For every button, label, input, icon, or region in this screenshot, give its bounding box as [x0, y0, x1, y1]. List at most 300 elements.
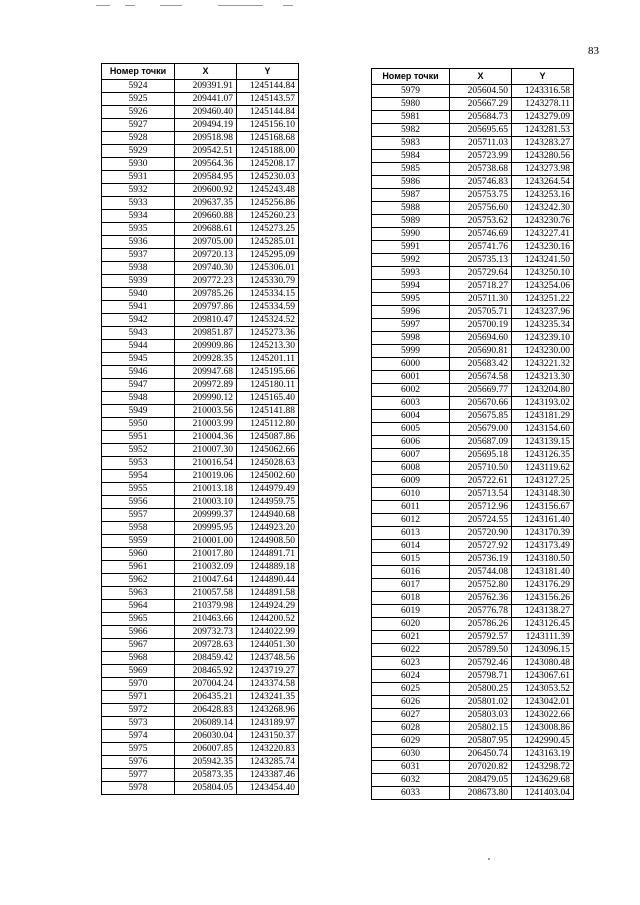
point-number-cell: 5988 — [372, 202, 450, 215]
y-coordinate-cell: 1244924.29 — [237, 600, 299, 613]
x-coordinate-cell: 205741.76 — [450, 241, 512, 254]
x-coordinate-cell: 210032.09 — [175, 561, 237, 574]
y-coordinate-cell: 1243042.01 — [512, 696, 574, 709]
y-coordinate-cell: 1243254.06 — [512, 280, 574, 293]
table-row — [372, 592, 574, 605]
y-coordinate-cell: 1243251.22 — [512, 293, 574, 306]
table-row — [372, 670, 574, 683]
y-coordinate-cell: 1243241.35 — [237, 691, 299, 704]
table-row — [372, 293, 574, 306]
y-coordinate-cell: 1244891.71 — [237, 548, 299, 561]
x-coordinate-cell: 205756.60 — [450, 202, 512, 215]
x-coordinate-cell: 209772.23 — [175, 275, 237, 288]
point-number-cell: 5937 — [102, 249, 175, 262]
y-coordinate-cell: 1245201.11 — [237, 353, 299, 366]
table-row — [372, 631, 574, 644]
header-x: X — [450, 69, 512, 85]
header-point-number: Номер точки — [372, 69, 450, 85]
point-number-cell: 5980 — [372, 98, 450, 111]
table-row — [372, 150, 574, 163]
x-coordinate-cell: 210057.58 — [175, 587, 237, 600]
scan-artifact — [283, 5, 293, 6]
x-coordinate-cell: 206428.83 — [175, 704, 237, 717]
table-row — [102, 275, 299, 288]
scan-artifact — [218, 5, 263, 6]
point-number-cell: 5956 — [102, 496, 175, 509]
point-number-cell: 6010 — [372, 488, 450, 501]
table-row — [372, 280, 574, 293]
point-number-cell: 6027 — [372, 709, 450, 722]
table-row — [372, 449, 574, 462]
table-row — [372, 371, 574, 384]
point-number-cell: 5940 — [102, 288, 175, 301]
x-coordinate-cell: 205705.71 — [450, 306, 512, 319]
x-coordinate-cell: 205746.69 — [450, 228, 512, 241]
point-number-cell: 5949 — [102, 405, 175, 418]
y-coordinate-cell: 1243067.61 — [512, 670, 574, 683]
point-number-cell: 5951 — [102, 431, 175, 444]
y-coordinate-cell: 1243193.02 — [512, 397, 574, 410]
x-coordinate-cell: 205713.54 — [450, 488, 512, 501]
point-number-cell: 5979 — [372, 85, 450, 98]
table-row — [372, 488, 574, 501]
y-coordinate-cell: 1243156.26 — [512, 592, 574, 605]
table-row — [372, 124, 574, 137]
point-number-cell: 6002 — [372, 384, 450, 397]
y-coordinate-cell: 1244051.30 — [237, 639, 299, 652]
table-row — [102, 119, 299, 132]
table-row — [102, 132, 299, 145]
header-point-number: Номер точки — [102, 64, 175, 80]
x-coordinate-cell: 208459.42 — [175, 652, 237, 665]
y-coordinate-cell: 1243281.53 — [512, 124, 574, 137]
point-number-cell: 6003 — [372, 397, 450, 410]
point-number-cell: 5989 — [372, 215, 450, 228]
table-row — [102, 301, 299, 314]
point-number-cell: 5971 — [102, 691, 175, 704]
point-number-cell: 5953 — [102, 457, 175, 470]
point-number-cell: 6014 — [372, 540, 450, 553]
y-coordinate-cell: 1243204.80 — [512, 384, 574, 397]
table-row — [372, 254, 574, 267]
table-row — [102, 379, 299, 392]
coordinates-table-right — [371, 68, 574, 800]
point-number-cell: 6012 — [372, 514, 450, 527]
point-number-cell: 5930 — [102, 158, 175, 171]
table-row — [372, 501, 574, 514]
point-number-cell: 5925 — [102, 93, 175, 106]
point-number-cell: 5985 — [372, 163, 450, 176]
table-row — [102, 548, 299, 561]
y-coordinate-cell: 1244923.20 — [237, 522, 299, 535]
point-number-cell: 5950 — [102, 418, 175, 431]
table-row — [372, 605, 574, 618]
point-number-cell: 5952 — [102, 444, 175, 457]
y-coordinate-cell: 1245144.84 — [237, 80, 299, 93]
x-coordinate-cell: 205700.19 — [450, 319, 512, 332]
table-row — [102, 145, 299, 158]
table-row — [372, 514, 574, 527]
table-row — [102, 600, 299, 613]
x-coordinate-cell: 205723.99 — [450, 150, 512, 163]
point-number-cell: 6019 — [372, 605, 450, 618]
table-row — [372, 436, 574, 449]
table-header-row — [372, 69, 574, 85]
point-number-cell: 5974 — [102, 730, 175, 743]
x-coordinate-cell: 210463.66 — [175, 613, 237, 626]
table-row — [102, 210, 299, 223]
table-row — [102, 353, 299, 366]
y-coordinate-cell: 1243156.67 — [512, 501, 574, 514]
x-coordinate-cell: 210003.10 — [175, 496, 237, 509]
point-number-cell: 5954 — [102, 470, 175, 483]
table-row — [102, 158, 299, 171]
table-row — [102, 574, 299, 587]
table-row — [372, 215, 574, 228]
x-coordinate-cell: 205789.50 — [450, 644, 512, 657]
x-coordinate-cell: 205746.83 — [450, 176, 512, 189]
y-coordinate-cell: 1243250.10 — [512, 267, 574, 280]
point-number-cell: 6030 — [372, 748, 450, 761]
y-coordinate-cell: 1244200.52 — [237, 613, 299, 626]
table-row — [372, 540, 574, 553]
point-number-cell: 6006 — [372, 436, 450, 449]
table-row — [102, 80, 299, 93]
point-number-cell: 6031 — [372, 761, 450, 774]
y-coordinate-cell: 1244940.68 — [237, 509, 299, 522]
y-coordinate-cell: 1245002.60 — [237, 470, 299, 483]
point-number-cell: 5987 — [372, 189, 450, 202]
x-coordinate-cell: 205720.90 — [450, 527, 512, 540]
point-number-cell: 5968 — [102, 652, 175, 665]
y-coordinate-cell: 1245330.79 — [237, 275, 299, 288]
table-row — [102, 444, 299, 457]
y-coordinate-cell: 1244891.58 — [237, 587, 299, 600]
point-number-cell: 6004 — [372, 410, 450, 423]
point-number-cell: 5942 — [102, 314, 175, 327]
table-row — [372, 137, 574, 150]
point-number-cell: 5924 — [102, 80, 175, 93]
point-number-cell: 6029 — [372, 735, 450, 748]
table-row — [372, 722, 574, 735]
x-coordinate-cell: 209542.51 — [175, 145, 237, 158]
table-row — [102, 236, 299, 249]
coordinates-table-left — [101, 63, 299, 795]
point-number-cell: 6018 — [372, 592, 450, 605]
x-coordinate-cell: 205690.81 — [450, 345, 512, 358]
point-number-cell: 5926 — [102, 106, 175, 119]
table-row — [372, 384, 574, 397]
y-coordinate-cell: 1245260.23 — [237, 210, 299, 223]
table-row — [372, 241, 574, 254]
y-coordinate-cell: 1243148.30 — [512, 488, 574, 501]
table-row — [372, 98, 574, 111]
point-number-cell: 5960 — [102, 548, 175, 561]
point-number-cell: 5938 — [102, 262, 175, 275]
x-coordinate-cell: 208479.05 — [450, 774, 512, 787]
table-row — [102, 613, 299, 626]
table-row — [372, 566, 574, 579]
x-coordinate-cell: 209660.88 — [175, 210, 237, 223]
x-coordinate-cell: 209391.91 — [175, 80, 237, 93]
x-coordinate-cell: 205803.03 — [450, 709, 512, 722]
x-coordinate-cell: 205798.71 — [450, 670, 512, 683]
table-row — [372, 111, 574, 124]
table-row — [372, 85, 574, 98]
scan-artifact — [160, 5, 182, 6]
x-coordinate-cell: 209797.86 — [175, 301, 237, 314]
point-number-cell: 6016 — [372, 566, 450, 579]
point-number-cell: 5935 — [102, 223, 175, 236]
y-coordinate-cell: 1243170.39 — [512, 527, 574, 540]
x-coordinate-cell: 210007.30 — [175, 444, 237, 457]
table-row — [372, 553, 574, 566]
table-row — [102, 106, 299, 119]
point-number-cell: 5981 — [372, 111, 450, 124]
table-row — [372, 735, 574, 748]
y-coordinate-cell: 1243127.25 — [512, 475, 574, 488]
x-coordinate-cell: 205807.95 — [450, 735, 512, 748]
table-row — [102, 327, 299, 340]
y-coordinate-cell: 1243629.68 — [512, 774, 574, 787]
x-coordinate-cell: 205729.64 — [450, 267, 512, 280]
x-coordinate-cell: 209720.13 — [175, 249, 237, 262]
point-number-cell: 6011 — [372, 501, 450, 514]
x-coordinate-cell: 207004.24 — [175, 678, 237, 691]
point-number-cell: 5984 — [372, 150, 450, 163]
x-coordinate-cell: 206435.21 — [175, 691, 237, 704]
point-number-cell: 5948 — [102, 392, 175, 405]
y-coordinate-cell: 1244959.75 — [237, 496, 299, 509]
x-coordinate-cell: 206030.04 — [175, 730, 237, 743]
x-coordinate-cell: 205695.65 — [450, 124, 512, 137]
y-coordinate-cell: 1243241.50 — [512, 254, 574, 267]
table-row — [102, 756, 299, 769]
y-coordinate-cell: 1243253.16 — [512, 189, 574, 202]
x-coordinate-cell: 205675.85 — [450, 410, 512, 423]
point-number-cell: 5959 — [102, 535, 175, 548]
point-number-cell: 5976 — [102, 756, 175, 769]
x-coordinate-cell: 205804.05 — [175, 782, 237, 795]
y-coordinate-cell: 1243239.10 — [512, 332, 574, 345]
point-number-cell: 6025 — [372, 683, 450, 696]
table-row — [372, 189, 574, 202]
y-coordinate-cell: 1245144.84 — [237, 106, 299, 119]
x-coordinate-cell: 205669.77 — [450, 384, 512, 397]
table-row — [102, 314, 299, 327]
point-number-cell: 5977 — [102, 769, 175, 782]
y-coordinate-cell: 1243230.76 — [512, 215, 574, 228]
table-row — [372, 319, 574, 332]
x-coordinate-cell: 205776.78 — [450, 605, 512, 618]
table-row — [372, 332, 574, 345]
y-coordinate-cell: 1243126.45 — [512, 618, 574, 631]
x-coordinate-cell: 209600.92 — [175, 184, 237, 197]
y-coordinate-cell: 1245180.11 — [237, 379, 299, 392]
y-coordinate-cell: 1245143.57 — [237, 93, 299, 106]
x-coordinate-cell: 209909.86 — [175, 340, 237, 353]
y-coordinate-cell: 1245165.40 — [237, 392, 299, 405]
y-coordinate-cell: 1243279.09 — [512, 111, 574, 124]
page-number: 83 — [588, 45, 599, 57]
y-coordinate-cell: 1243230.00 — [512, 345, 574, 358]
y-coordinate-cell: 1245112.80 — [237, 418, 299, 431]
point-number-cell: 5970 — [102, 678, 175, 691]
table-row — [372, 787, 574, 800]
table-row — [102, 366, 299, 379]
x-coordinate-cell: 209441.07 — [175, 93, 237, 106]
y-coordinate-cell: 1245156.10 — [237, 119, 299, 132]
y-coordinate-cell: 1243154.60 — [512, 423, 574, 436]
point-number-cell: 5941 — [102, 301, 175, 314]
scan-speck — [488, 858, 490, 860]
y-coordinate-cell: 1245141.88 — [237, 405, 299, 418]
point-number-cell: 5975 — [102, 743, 175, 756]
point-number-cell: 5990 — [372, 228, 450, 241]
table-row — [102, 522, 299, 535]
y-coordinate-cell: 1245168.68 — [237, 132, 299, 145]
x-coordinate-cell: 206089.14 — [175, 717, 237, 730]
x-coordinate-cell: 205762.36 — [450, 592, 512, 605]
table-row — [372, 228, 574, 241]
point-number-cell: 5946 — [102, 366, 175, 379]
point-number-cell: 5986 — [372, 176, 450, 189]
y-coordinate-cell: 1243278.11 — [512, 98, 574, 111]
table-row — [102, 509, 299, 522]
table-row — [102, 678, 299, 691]
y-coordinate-cell: 1243242.30 — [512, 202, 574, 215]
x-coordinate-cell: 205792.46 — [450, 657, 512, 670]
x-coordinate-cell: 205604.50 — [450, 85, 512, 98]
point-number-cell: 6013 — [372, 527, 450, 540]
x-coordinate-cell: 205711.30 — [450, 293, 512, 306]
point-number-cell: 5943 — [102, 327, 175, 340]
point-number-cell: 6033 — [372, 787, 450, 800]
x-coordinate-cell: 205753.62 — [450, 215, 512, 228]
x-coordinate-cell: 205718.27 — [450, 280, 512, 293]
y-coordinate-cell: 1243230.16 — [512, 241, 574, 254]
y-coordinate-cell: 1242990.45 — [512, 735, 574, 748]
x-coordinate-cell: 210019.06 — [175, 470, 237, 483]
point-number-cell: 5944 — [102, 340, 175, 353]
point-number-cell: 6028 — [372, 722, 450, 735]
point-number-cell: 5958 — [102, 522, 175, 535]
y-coordinate-cell: 1243283.27 — [512, 137, 574, 150]
y-coordinate-cell: 1245213.30 — [237, 340, 299, 353]
y-coordinate-cell: 1243053.52 — [512, 683, 574, 696]
point-number-cell: 5947 — [102, 379, 175, 392]
table-row — [102, 483, 299, 496]
y-coordinate-cell: 1243719.27 — [237, 665, 299, 678]
table-row — [372, 761, 574, 774]
y-coordinate-cell: 1243220.83 — [237, 743, 299, 756]
y-coordinate-cell: 1243316.58 — [512, 85, 574, 98]
table-row — [372, 774, 574, 787]
table-row — [372, 358, 574, 371]
y-coordinate-cell: 1245087.86 — [237, 431, 299, 444]
point-number-cell: 5965 — [102, 613, 175, 626]
point-number-cell: 5963 — [102, 587, 175, 600]
x-coordinate-cell: 210004.36 — [175, 431, 237, 444]
x-coordinate-cell: 209999.37 — [175, 509, 237, 522]
point-number-cell: 5928 — [102, 132, 175, 145]
x-coordinate-cell: 205727.92 — [450, 540, 512, 553]
y-coordinate-cell: 1243237.96 — [512, 306, 574, 319]
table-row — [102, 652, 299, 665]
table-row — [372, 267, 574, 280]
table-row — [102, 743, 299, 756]
table-row — [372, 423, 574, 436]
table-row — [372, 176, 574, 189]
point-number-cell: 6008 — [372, 462, 450, 475]
point-number-cell: 5936 — [102, 236, 175, 249]
table-row — [102, 431, 299, 444]
y-coordinate-cell: 1243298.72 — [512, 761, 574, 774]
x-coordinate-cell: 209928.35 — [175, 353, 237, 366]
x-coordinate-cell: 209637.35 — [175, 197, 237, 210]
y-coordinate-cell: 1245285.01 — [237, 236, 299, 249]
point-number-cell: 5972 — [102, 704, 175, 717]
header-y: Y — [237, 64, 299, 80]
y-coordinate-cell: 1243161.40 — [512, 514, 574, 527]
y-coordinate-cell: 1243138.27 — [512, 605, 574, 618]
x-coordinate-cell: 209705.00 — [175, 236, 237, 249]
scan-artifact — [125, 5, 135, 6]
x-coordinate-cell: 205752.80 — [450, 579, 512, 592]
point-number-cell: 6026 — [372, 696, 450, 709]
x-coordinate-cell: 210379.98 — [175, 600, 237, 613]
table-row — [372, 579, 574, 592]
x-coordinate-cell: 205735.13 — [450, 254, 512, 267]
table-row — [102, 392, 299, 405]
point-number-cell: 5961 — [102, 561, 175, 574]
y-coordinate-cell: 1245230.03 — [237, 171, 299, 184]
table-row — [102, 717, 299, 730]
x-coordinate-cell: 210013.18 — [175, 483, 237, 496]
y-coordinate-cell: 1243163.19 — [512, 748, 574, 761]
y-coordinate-cell: 1243173.49 — [512, 540, 574, 553]
table-row — [102, 691, 299, 704]
y-coordinate-cell: 1243181.40 — [512, 566, 574, 579]
x-coordinate-cell: 205736.19 — [450, 553, 512, 566]
x-coordinate-cell: 205667.29 — [450, 98, 512, 111]
y-coordinate-cell: 1245188.00 — [237, 145, 299, 158]
y-coordinate-cell: 1243119.62 — [512, 462, 574, 475]
y-coordinate-cell: 1243181.29 — [512, 410, 574, 423]
y-coordinate-cell: 1243008.86 — [512, 722, 574, 735]
x-coordinate-cell: 205873.35 — [175, 769, 237, 782]
y-coordinate-cell: 1243180.50 — [512, 553, 574, 566]
y-coordinate-cell: 1243387.46 — [237, 769, 299, 782]
point-number-cell: 6021 — [372, 631, 450, 644]
point-number-cell: 5992 — [372, 254, 450, 267]
point-number-cell: 5999 — [372, 345, 450, 358]
table-row — [102, 665, 299, 678]
x-coordinate-cell: 205738.68 — [450, 163, 512, 176]
table-row — [372, 527, 574, 540]
point-number-cell: 6024 — [372, 670, 450, 683]
x-coordinate-cell: 205683.42 — [450, 358, 512, 371]
y-coordinate-cell: 1243080.48 — [512, 657, 574, 670]
y-coordinate-cell: 1245062.66 — [237, 444, 299, 457]
point-number-cell: 5931 — [102, 171, 175, 184]
table-row — [102, 288, 299, 301]
y-coordinate-cell: 1243273.98 — [512, 163, 574, 176]
x-coordinate-cell: 205684.73 — [450, 111, 512, 124]
point-number-cell: 6020 — [372, 618, 450, 631]
table-row — [372, 410, 574, 423]
y-coordinate-cell: 1245295.09 — [237, 249, 299, 262]
